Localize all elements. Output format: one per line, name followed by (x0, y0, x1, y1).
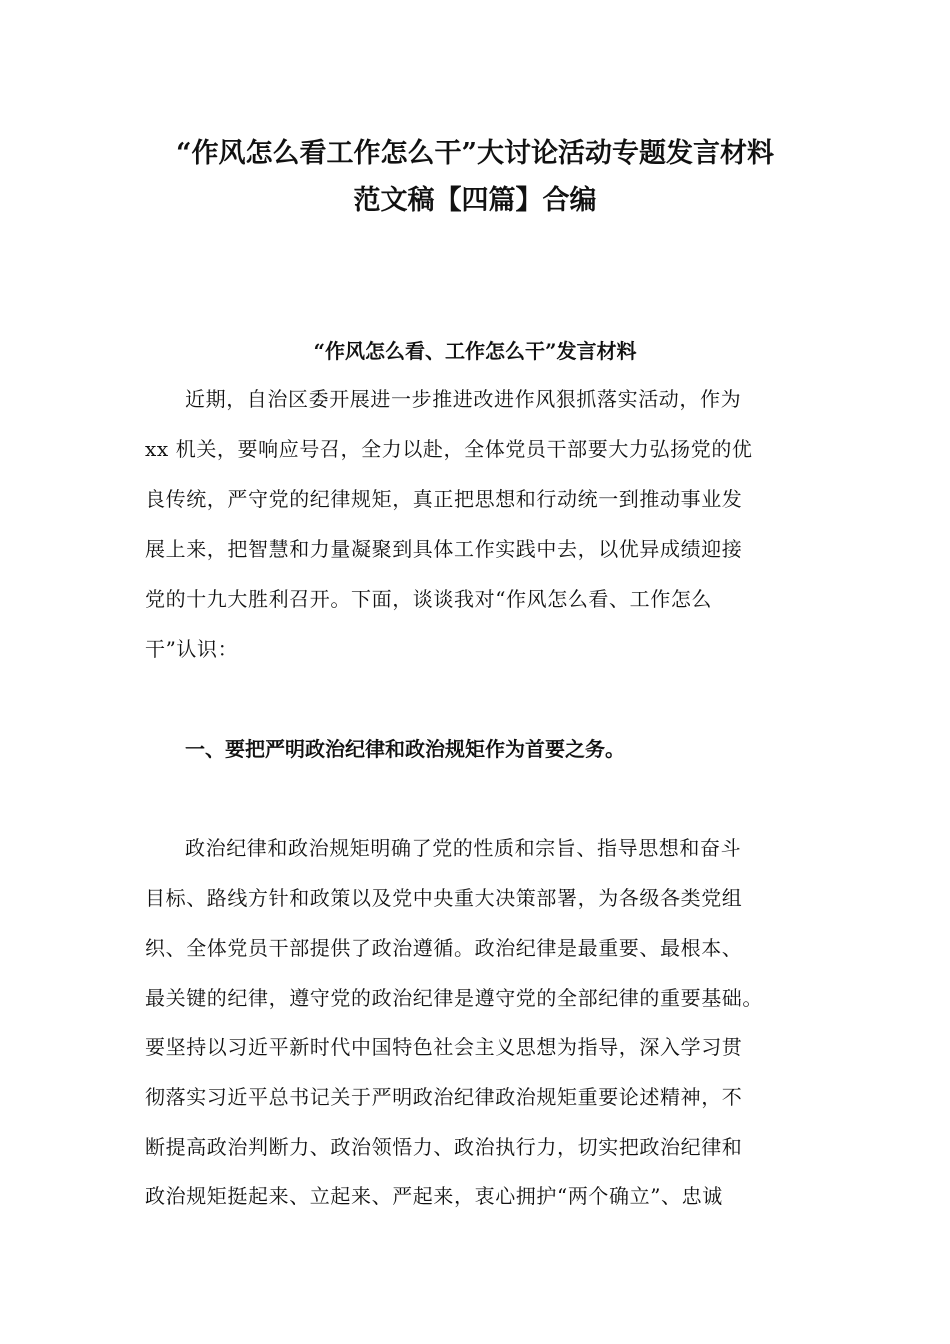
document-title-line-1: “作风怎么看工作怎么干”大讨论活动专题发言材料 (175, 138, 775, 169)
document-title-line-2: 范文稿【四篇】合编 (353, 185, 597, 216)
section-line-2: 目标、路线方针和政策以及党中央重大决策部署，为各级各类党组 (145, 886, 743, 910)
intro-line-2: xx 机关，要响应号召，全力以赴，全体党员干部要大力弘扬党的优 (145, 437, 753, 461)
intro-line-4: 展上来，把智慧和力量凝聚到具体工作实践中去，以优异成绩迎接 (145, 537, 743, 561)
section-subtitle: “作风怎么看、工作怎么干”发言材料 (313, 339, 637, 363)
section-line-7: 断提高政治判断力、政治领悟力、政治执行力，切实把政治纪律和 (145, 1135, 743, 1159)
section-line-8: 政治规矩挺起来、立起来、严起来，衷心拥护“两个确立”、忠诚 (145, 1184, 723, 1208)
section-line-1: 政治纪律和政治规矩明确了党的性质和宗旨、指导思想和奋斗 (185, 836, 742, 860)
intro-line-3: 良传统，严守党的纪律规矩，真正把思想和行动统一到推动事业发 (145, 487, 743, 511)
section-line-4: 最关键的纪律，遵守党的政治纪律是遵守党的全部纪律的重要基础。 (145, 986, 763, 1010)
section-line-6: 彻落实习近平总书记关于严明政治纪律政治规矩重要论述精神，不 (145, 1085, 743, 1109)
intro-line-1: 近期，自治区委开展进一步推进改进作风狠抓落实活动，作为 (185, 387, 742, 411)
intro-line-5: 党的十九大胜利召开。下面，谈谈我对“作风怎么看、工作怎么 (145, 587, 713, 611)
section-heading: 一、要把严明政治纪律和政治规矩作为首要之务。 (185, 737, 625, 761)
section-line-5: 要坚持以习近平新时代中国特色社会主义思想为指导，深入学习贯 (145, 1035, 743, 1059)
intro-line-6: 干”认识： (145, 637, 239, 661)
section-line-3: 织、全体党员干部提供了政治遵循。政治纪律是最重要、最根本、 (145, 936, 743, 960)
